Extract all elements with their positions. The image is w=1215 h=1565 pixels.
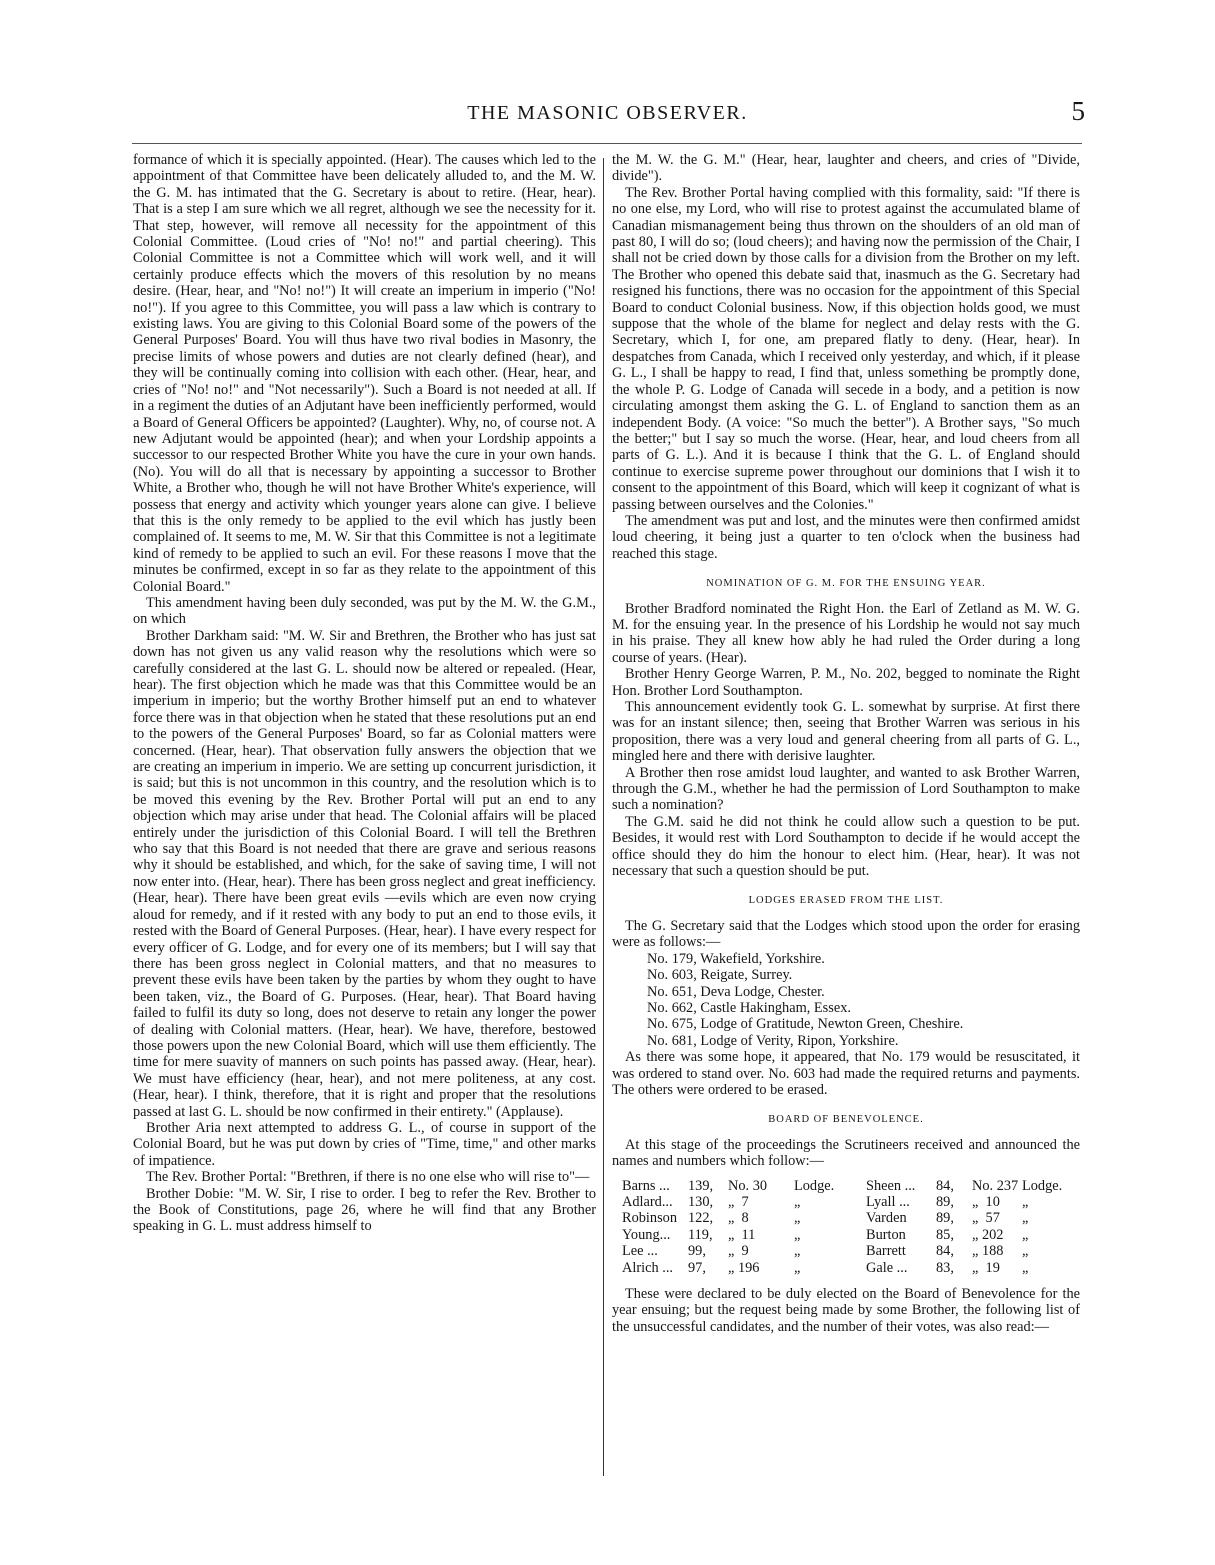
lodge-number: „ 8	[728, 1210, 749, 1227]
candidate-name: Adlard...	[622, 1193, 673, 1210]
candidate-name: Barrett	[866, 1243, 906, 1260]
vote-count: 122,	[688, 1210, 714, 1227]
lodge-suffix: „	[1022, 1259, 1029, 1276]
lodge-suffix: „	[794, 1210, 801, 1227]
table-row	[622, 1210, 1080, 1226]
paragraph: These were declared to be duly elected on the Board of Benevolence for the year ensuing; but the request being made by some Brother, the following list of the unsuccessful candidates, and the number of their votes, was also read:—	[612, 1286, 1080, 1335]
paragraph: This announcement evidently took G. L. somewhat by surprise. At first there was for an instant silence; then, seeing that Brother Warren was serious in his proposition, there was a very loud and general cheering from all parts of G. L., mingled here and there with derisive laughter.	[612, 699, 1080, 765]
vote-count: 89,	[936, 1193, 954, 1210]
vote-count: 84,	[936, 1177, 954, 1194]
candidate-name: Barns ...	[622, 1177, 670, 1194]
page-header	[130, 96, 1085, 140]
vote-count: 83,	[936, 1259, 954, 1276]
paragraph: Brother Aria next attempted to address G. L., of course in support of the Colonial Board, but he was put down by cries of "Time, time," and other marks of impatience.	[133, 1119, 596, 1169]
list-item: No. 603, Reigate, Surrey.	[647, 967, 793, 984]
candidate-name: Varden	[866, 1210, 907, 1227]
paragraph: Brother Dobie: "M. W. Sir, I rise to order. I beg to refer the Rev. Brother to the Book of Constitutions, page 26, where he will find that any Brother speaking in G. L. must address himself to	[133, 1185, 596, 1235]
candidate-name: Lyall ...	[866, 1193, 910, 1210]
list-item: No. 651, Deva Lodge, Chester.	[647, 983, 825, 1000]
lodge-number: „ 57	[972, 1210, 1000, 1227]
vote-count: 99,	[688, 1243, 706, 1260]
table-row	[622, 1243, 1080, 1259]
paragraph: Brother Henry George Warren, P. M., No. 202, begged to nominate the Right Hon. Brother Lord Southampton.	[612, 666, 1080, 699]
lodge-number: „ 9	[728, 1243, 749, 1260]
paragraph: The G. Secretary said that the Lodges which stood upon the order for erasing were as follows:—	[612, 917, 1080, 951]
lodge-number: „ 188	[972, 1243, 1004, 1260]
candidate-name: Gale ...	[866, 1259, 908, 1276]
paragraph: As there was some hope, it appeared, that No. 179 would be resuscitated, it was ordered to stand over. No. 603 had made the required returns and payments. The others were ordered to be erased.	[612, 1049, 1080, 1098]
votes-table	[622, 1178, 1080, 1276]
header-rule	[132, 143, 1082, 144]
paragraph: Brother Darkham said: "M. W. Sir and Brethren, the Brother who has just sat down has not given us any valid reason why the resolutions which were so carefully considered at the last G. L. should now be altered or repealed. (Hear, hear). The first objection which he made was that this Committee would be an imperium in imperio; but the worthy Brother himself put an end to whatever force there was in that objection when he stated that these resolutions put an end to the powers of the General Purposes' Board, so far as Colonial matters were concerned. (Hear, hear). That observation fully answers the objection that we are creating an imperium in imperio. We are setting up concurrent jurisdiction, it is said; but this is not uncommon in this country, and the resolution which is to be moved this evening by the Rev. Brother Portal will put an end to any objection which may arise under that head. The Colonial affairs will be placed entirely under the jurisdiction of this Colonial Board. I will tell the Brethren who say that this Board is not needed that there are grave and serious reasons why it should be established, and which, for the sake of saving time, I will not now enter into. (Hear, hear). There has been gross neglect and great inefficiency. (Hear, hear). There have been great evils —evils which are even now crying aloud for remedy, and if it rested with any body to put an end to those evils, it rested with the Board of General Purposes. (Hear, hear). I have every respect for every officer of G. Lodge, and for every one of its members; but I will say that there has been gross neglect in Colonial matters, and that no measures to prevent these evils have been taken by the parties by whom they ought to have been taken, viz., the Board of G. Purposes. (Hear, hear). That Board having failed to fulfil its duty so long, does not deserve to retain any longer the power of dealing with Colonial matters. (Hear, hear). We have, therefore, bestowed those powers upon the new Colonial Board, which will use them efficiently. The time for mere suavity of manners on such points has passed away. (Hear, hear). We must have efficiency (hear, hear), and not mere politeness, at any cost. (Hear, hear). I think, therefore, that it is right and proper that the resolutions passed at last G. L. should be now confirmed in their entirety." (Applause).	[133, 627, 596, 1120]
vote-count: 130,	[688, 1193, 714, 1210]
column-divider	[603, 158, 604, 1476]
paragraph: At this stage of the proceedings the Scrutineers received and announced the names and numbers which follow:—	[612, 1136, 1080, 1170]
lodge-suffix: Lodge.	[1022, 1177, 1063, 1194]
candidate-name: Robinson	[622, 1210, 677, 1227]
lodge-number: „ 19	[972, 1259, 1000, 1276]
left-column	[133, 152, 596, 1235]
paragraph: formance of which it is specially appointed. (Hear). The causes which led to the appointment of that Committee have been delicately alluded to, and the M. W. the G. M. has intimated that the G. Secretary is about to retire. (Hear, hear). That is a step I am sure which we all regret, although we see the necessity for it. That step, however, will remove all necessity for the appointment of this Colonial Committee. (Loud cries of "No! no!" and partial cheering). This Colonial Committee is not a Committee which will work well, and it will certainly produce effects which the movers of this resolution by no means desire. (Hear, hear, and "No! no!") It will create an imperium in imperio ("No! no!"). If you agree to this Committee, you will pass a law which is contrary to existing laws. You are giving to this Colonial Board some of the powers of the General Purposes' Board. You will thus have two rival bodies in Masonry, the precise limits of whose powers and duties are not clearly defined (hear), and they will be continually coming into collision with each other. (Hear, hear, and cries of "No! no!" and "Not necessarily"). Such a Board is not needed at all. If in a regiment the duties of an Adjutant have been inefficiently performed, would a Board of General Officers be appointed? (Laughter). Why, no, of course not. A new Adjutant would be appointed (hear); and when your Lordship appoints a successor to our respected Brother White you have the cure in your own hands. (No). You will do all that is necessary by appointing a successor to Brother White, a Brother who, though he will not have Brother White's experience, will possess that energy and activity which younger years alone can give. I believe that this is the only remedy to be applied to the evil which has justly been complained of. It seems to me, M. W. Sir that this Committee is not a legitimate kind of remedy to be applied to such an evil. For these reasons I move that the minutes be confirmed, except in so far as they relate to the appointment of this Colonial Board."	[133, 152, 596, 595]
erased-lodges-list	[647, 951, 1080, 1049]
lodge-number: No. 237	[972, 1177, 1019, 1194]
lodge-number: „ 10	[972, 1193, 1000, 1210]
list-item: No. 662, Castle Hakingham, Essex.	[647, 999, 851, 1016]
lodge-number: „ 202	[972, 1226, 1004, 1243]
paragraph: Brother Bradford nominated the Right Hon. the Earl of Zetland as M. W. G. M. for the ensuing year. In the presence of his Lordship he would not say much in his praise. They all knew how ably he had ruled the Order during a long course of years. (Hear).	[612, 600, 1080, 666]
lodge-suffix: „	[1022, 1226, 1029, 1243]
paragraph: The Rev. Brother Portal having complied with this formality, said: "If there is no one else, my Lord, who will rise to protest against the accumulated blame of Canadian mismanagement being thus thrown on the shoulders of an old man of past 80, I will do so; (loud cheers); and having now the permission of the Chair, I shall not be cried down by those calls for a division from the Brother on my left. The Brother who opened this debate said that, inasmuch as the G. Secretary had resigned his functions, there was no occasion for the appointment of this Special Board to conduct Colonial business. Now, if this objection holds good, we must suppose that the whole of the blame for neglect and delay rests with the G. Secretary, which I, for one, am prepared flatly to deny. (Hear, hear). In despatches from Canada, which I received only yesterday, and which, if it please G. L., I shall be happy to read, I find that, unless something be promptly done, the whole P. G. Lodge of Canada will secede in a body, and a petition is now circulating amongst them asking the G. L. of England to sanction them as an independent Body. (A voice: "So much the better"). A Brother says, "So much the better;" but I say so much the worse. (Hear, hear, and loud cheers from all parts of G. L.). And it is because I think that the G. L. of England should continue to exercise supreme power throughout our dominions that I wish it to consent to the appointment of this Board, which will keep it cognizant of what is passing between ourselves and the Colonies."	[612, 184, 1080, 513]
paragraph: The amendment was put and lost, and the minutes were then confirmed amidst loud cheering, it being just a quarter to ten o'clock when the business had reached this stage.	[612, 512, 1080, 562]
candidate-name: Lee ...	[622, 1243, 658, 1260]
lodge-suffix: „	[1022, 1243, 1029, 1260]
lodge-suffix: „	[1022, 1193, 1029, 1210]
list-item: No. 179, Wakefield, Yorkshire.	[647, 950, 825, 967]
table-row	[622, 1178, 1080, 1194]
list-item: No. 675, Lodge of Gratitude, Newton Green, Cheshire.	[647, 1016, 964, 1033]
list-item: No. 681, Lodge of Verity, Ripon, Yorkshire.	[647, 1032, 899, 1049]
lodge-suffix: „	[794, 1226, 801, 1243]
candidate-name: Young...	[622, 1226, 671, 1243]
candidate-name: Burton	[866, 1226, 906, 1243]
right-column	[612, 152, 1080, 1335]
vote-count: 97,	[688, 1259, 706, 1276]
section-heading-benevolence: BOARD OF BENEVOLENCE.	[768, 1114, 924, 1126]
vote-count: 139,	[688, 1177, 714, 1194]
section-heading-lodges: LODGES ERASED FROM THE LIST.	[748, 895, 944, 907]
lodge-suffix: Lodge.	[794, 1177, 835, 1194]
lodge-number: „ 7	[728, 1193, 749, 1210]
vote-count: 85,	[936, 1226, 954, 1243]
vote-count: 89,	[936, 1210, 954, 1227]
lodge-number: „ 11	[728, 1226, 756, 1243]
publication-title: THE MASONIC OBSERVER.	[467, 102, 748, 124]
table-row	[622, 1194, 1080, 1210]
lodge-suffix: „	[1022, 1210, 1029, 1227]
paragraph: The Rev. Brother Portal: "Brethren, if there is no one else who will rise to"—	[146, 1169, 590, 1186]
candidate-name: Alrich ...	[622, 1259, 673, 1276]
paragraph: This amendment having been duly seconded, was put by the M. W. the G.M., on which	[133, 594, 596, 628]
table-row	[622, 1260, 1080, 1276]
paragraph: The G.M. said he did not think he could allow such a question to be put. Besides, it would rest with Lord Southampton to decide if he would accept the office should they do him the honour to elect him. (Hear, hear). It was not necessary that such a question should be put.	[612, 813, 1080, 880]
vote-count: 119,	[688, 1226, 713, 1243]
lodge-suffix: „	[794, 1243, 801, 1260]
lodge-suffix: „	[794, 1259, 801, 1276]
lodge-number: „ 196	[728, 1259, 760, 1276]
lodge-suffix: „	[794, 1193, 801, 1210]
section-heading-nomination: NOMINATION OF G. M. FOR THE ENSUING YEAR.	[706, 578, 986, 590]
vote-count: 84,	[936, 1243, 954, 1260]
lodge-number: No. 30	[728, 1177, 768, 1194]
candidate-name: Sheen ...	[866, 1177, 916, 1194]
paragraph: A Brother then rose amidst loud laughter, and wanted to ask Brother Warren, through the G.M., whether he had the permission of Lord Southampton to make such a nomination?	[612, 764, 1080, 814]
table-row	[622, 1227, 1080, 1243]
paragraph: the M. W. the G. M." (Hear, hear, laughter and cheers, and cries of "Divide, divide").	[612, 152, 1080, 185]
page-number: 5	[1071, 96, 1085, 126]
